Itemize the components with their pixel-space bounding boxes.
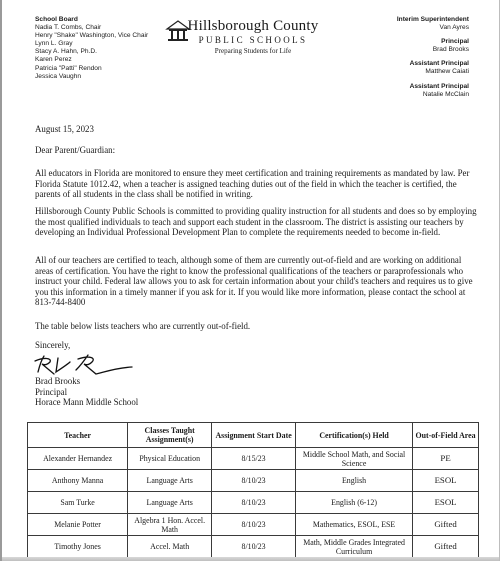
district-name: Hillsborough County — [187, 18, 319, 34]
letter-paragraph: All educators in Florida are monitored to ensure they meet certification and training requirements as mandated by law. Per Florida Statute 1012.42, when a teacher is assigned teaching duties out of the field in which the teacher is certified, the parents of all students in the class shall be notified in writing. — [35, 168, 470, 199]
board-member: Karen Perez — [35, 56, 72, 64]
out-of-field-cell: ESOL — [413, 492, 479, 514]
admin-title: Principal — [441, 38, 469, 46]
certification-cell: Math, Middle Grades Integrated Curriculum — [295, 536, 412, 558]
administration-list — [329, 16, 469, 105]
admin-name: Van Ayres — [439, 24, 469, 32]
classes-cell: Physical Education — [128, 448, 212, 470]
board-member: Stacy A. Hahn, Ph.D. — [35, 48, 97, 56]
district-subtitle: PUBLIC SCHOOLS — [198, 35, 308, 45]
admin-group — [329, 83, 469, 99]
out-of-field-cell: Gifted — [413, 536, 479, 558]
signer-school: Horace Mann Middle School — [35, 397, 139, 407]
column-header: Teacher — [28, 423, 128, 448]
building-seal-icon — [165, 19, 191, 43]
classes-cell: Accel. Math — [128, 536, 212, 558]
column-header: Out-of-Field Area — [413, 423, 479, 448]
letter-paragraph: Hillsborough County Public Schools is committed to providing quality instruction for all students and does so by employing the most qualified individuals to teach and support each student in the classroom. The district is assisting our teachers by developing an Individual Professional Development Plan to complete the requirements needed to become in-field. — [35, 206, 477, 237]
board-member: Henry "Shake" Washington, Vice Chair — [35, 32, 149, 40]
page-bottom-edge — [2, 557, 499, 561]
table-row — [28, 536, 479, 558]
admin-group — [329, 16, 469, 32]
classes-cell: Algebra 1 Hon. Accel. Math — [128, 514, 212, 536]
table-row — [28, 514, 479, 536]
board-member: Nadia T. Combs, Chair — [35, 24, 102, 32]
table-row — [28, 470, 479, 492]
admin-name: Natalie McClain — [422, 90, 469, 98]
board-member: Jessica Vaughn — [35, 72, 82, 80]
board-member: Patricia "Patti" Rendon — [35, 64, 102, 72]
admin-title: Assistant Principal — [409, 60, 469, 68]
signature-icon — [32, 352, 142, 378]
certification-cell: Middle School Math, and Social Science — [295, 448, 412, 470]
teacher-cell: Melanie Potter — [28, 514, 128, 536]
out-of-field-table — [27, 422, 479, 558]
signer-name: Brad Brooks — [35, 376, 81, 386]
out-of-field-cell: PE — [413, 448, 479, 470]
admin-group — [329, 60, 469, 76]
certification-cell: English (6-12) — [295, 492, 412, 514]
teacher-cell: Timothy Jones — [28, 536, 128, 558]
start-date-cell: 8/10/23 — [212, 514, 296, 536]
signature-block — [35, 376, 138, 408]
classes-cell: Language Arts — [128, 492, 212, 514]
letter-closing: Sincerely, — [35, 340, 71, 350]
out-of-field-cell: ESOL — [413, 470, 479, 492]
letter-salutation: Dear Parent/Guardian: — [35, 145, 116, 155]
table-row — [28, 492, 479, 514]
letter-paragraph: All of our teachers are certified to teach, although some of them are currently out-of-field and are working on additional areas of certification. You have the right to know the professional qualifications of the teachers or paraprofessionals who instruct your child. Federal law allows you to ask for certain information about your child's teachers and requires us to give you this information in a timely manner if you ask for it. If you would like more information, please contact the school at 813-744-8400 — [35, 255, 473, 307]
table-header-row — [28, 423, 479, 448]
admin-name: Brad Brooks — [432, 46, 469, 54]
column-header: Classes Taught Assignment(s) — [128, 423, 212, 448]
start-date-cell: 8/15/23 — [212, 448, 296, 470]
certification-cell: Mathematics, ESOL, ESE — [295, 514, 412, 536]
teacher-cell: Anthony Manna — [28, 470, 128, 492]
teacher-cell: Alexander Hernandez — [28, 448, 128, 470]
school-board-list — [35, 16, 185, 81]
start-date-cell: 8/10/23 — [212, 470, 296, 492]
admin-name: Matthew Caiati — [425, 68, 469, 76]
letter-date: August 15, 2023 — [35, 124, 94, 134]
start-date-cell: 8/10/23 — [212, 536, 296, 558]
table-row — [28, 448, 479, 470]
admin-title: Interim Superintendent — [396, 16, 469, 23]
letter-paragraph: The table below lists teachers who are currently out-of-field. — [35, 321, 251, 331]
admin-group — [329, 38, 469, 54]
out-of-field-cell: Gifted — [413, 514, 479, 536]
admin-title: Assistant Principal — [409, 82, 469, 90]
column-header: Assignment Start Date — [212, 423, 296, 448]
start-date-cell: 8/10/23 — [212, 492, 296, 514]
column-header: Certification(s) Held — [295, 423, 412, 448]
classes-cell: Language Arts — [128, 470, 212, 492]
district-tagline: Preparing Students for Life — [214, 47, 292, 55]
district-logo — [177, 18, 329, 56]
teacher-cell: Sam Turke — [28, 492, 128, 514]
certification-cell: English — [295, 470, 412, 492]
school-board-heading: School Board — [35, 16, 78, 23]
signer-title: Principal — [35, 386, 68, 397]
board-member: Lynn L. Gray — [35, 40, 73, 48]
